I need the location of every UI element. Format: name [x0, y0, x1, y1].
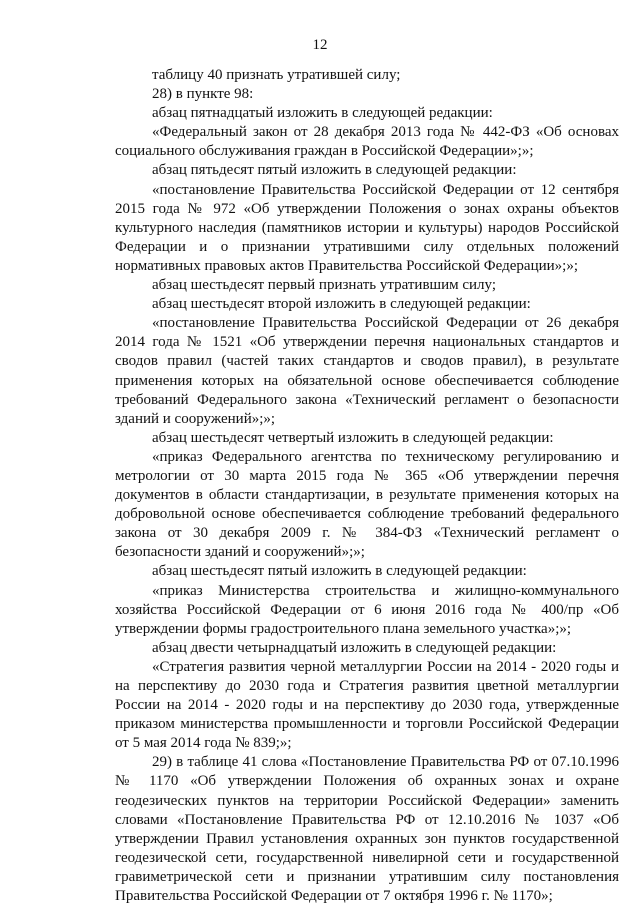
- paragraph: абзац шестьдесят пятый изложить в следующей редакции:: [152, 563, 527, 580]
- quoted-text: «приказ Федерального агентства по техническому регулированию и метрологии от 30 марта 2015 года № 365 «Об утверждении перечня документов в области стандартизации, в результате применения которых на добровольной основе обеспечивается соблюдение требований федерального закона от 30 декабря 2009 г. № 384-ФЗ «Технический регламент о безопасности зданий и сооружений»;»;: [115, 448, 619, 561]
- paragraph: абзац пятнадцатый изложить в следующей редакции:: [152, 105, 493, 122]
- quoted-text: «Стратегия развития черной металлургии России на 2014 - 2020 годы и на перспективу до 2030 года и Стратегия развития цветной металлургии России на 2014 - 2020 годы и на перспективу до 2030 года, утвержденные приказом министерства промышленности и торговли Российской Федерации от 5 мая 2014 года № 839;»;: [115, 658, 619, 752]
- paragraph: абзац шестьдесят первый признать утратившим силу;: [152, 277, 496, 294]
- page-number: 12: [312, 37, 328, 53]
- quoted-text: «Федеральный закон от 28 декабря 2013 года № 442-ФЗ «Об основах социального обслуживания граждан в Российской Федерации»;»;: [115, 124, 619, 160]
- paragraph: абзац шестьдесят четвертый изложить в следующей редакции:: [152, 429, 554, 446]
- paragraph: абзац двести четырнадцатый изложить в следующей редакции:: [152, 639, 557, 656]
- list-item-29: 29) в таблице 41 слова «Постановление Правительства РФ от 07.10.1996 № 1170 «Об утверждении Положения об охранных зонах и охране геодезических пунктов на территории Российской Федерации» заменить словами «Постановление Правительства РФ от 12.10.2016 № 1037 «Об утверждении Правил установления охранных зон пунктов государственной геодезической сети, государственной нивелирной сети и государственной гравиметрической сети и признании утратившим силу постановления Правительства Российской Федерации от 7 октября 1996 г. № 1170»;: [115, 754, 619, 905]
- document-body: [115, 66, 619, 906]
- paragraph: таблицу 40 признать утратившей силу;: [152, 67, 401, 83]
- quoted-text: «постановление Правительства Российской Федерации от 12 сентября 2015 года № 972 «Об утверждении Положения о зонах охраны объектов культурного наследия (памятников истории и культуры) народов Российской Федерации и о признании утратившими силу отдельных положений нормативных правовых актов Правительства Российской Федерации»;»;: [115, 181, 619, 274]
- quoted-text: «постановление Правительства Российской Федерации от 26 декабря 2014 года № 1521 «Об утверждении перечня национальных стандартов и сводов правил (частей таких стандартов и сводов правил), в результате применения которых на обязательной основе обеспечивается соблюдение требований Федерального закона «Технический регламент о безопасности зданий и сооружений»;»;: [115, 315, 619, 427]
- list-item-28: 28) в пункте 98:: [152, 86, 254, 103]
- quoted-text: «приказ Министерства строительства и жилищно-коммунального хозяйства Российской Федерации от 6 июня 2016 года № 400/пр «Об утверждении формы градостроительного плана земельного участка»;»;: [115, 582, 619, 637]
- paragraph: абзац шестьдесят второй изложить в следующей редакции:: [152, 296, 531, 313]
- paragraph: абзац пятьдесят пятый изложить в следующей редакции:: [152, 162, 517, 179]
